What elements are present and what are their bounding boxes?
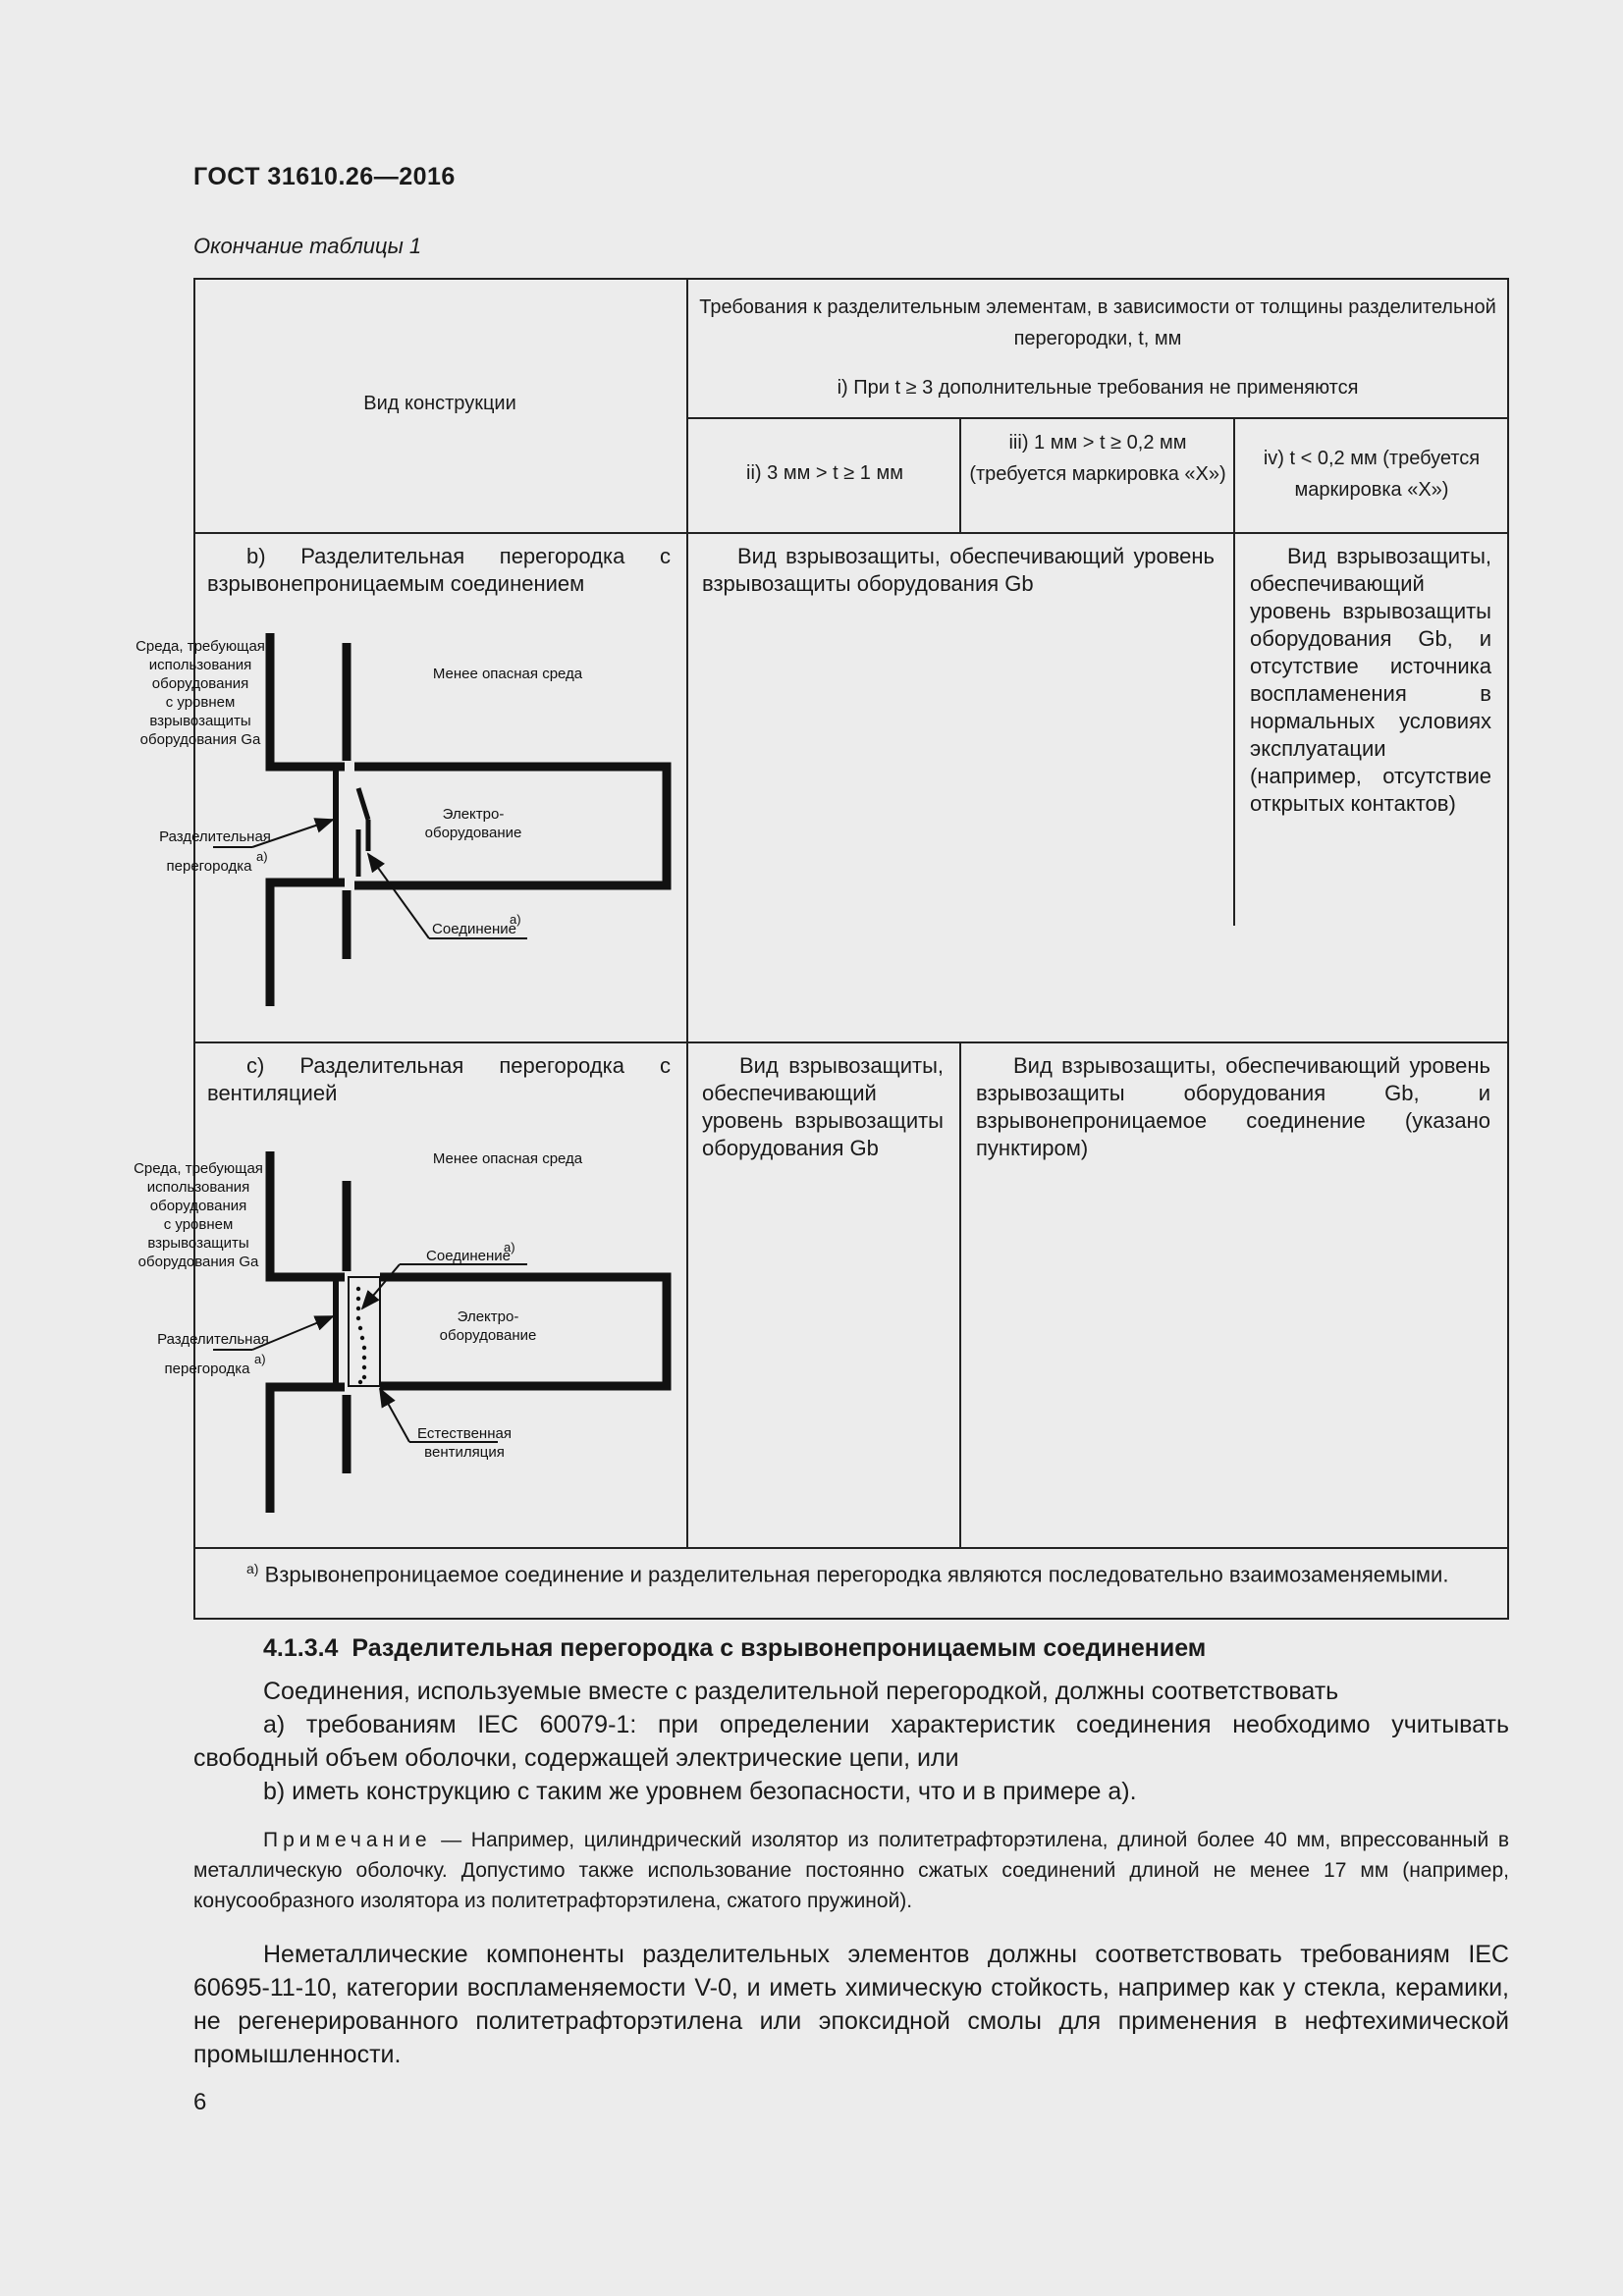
- row-c-ii-text: Вид взрывозащиты, обеспечивающий уровень взрывозащиты оборудования Gb: [702, 1053, 944, 1160]
- fig-b-partition-line1: Разделительная: [159, 828, 271, 845]
- fig-c-env-line6: оборудования Ga: [137, 1254, 259, 1270]
- fig-b-joint: Соединение: [432, 921, 516, 937]
- fig-b-env-line5: взрывозащиты: [149, 713, 251, 729]
- fig-b-less-hazardous: Менее опасная среда: [432, 666, 583, 682]
- requirement-iii: iii) 1 мм > t ≥ 0,2 мм (требуется маркировка «X»): [969, 432, 1226, 485]
- table-caption: Окончание таблицы 1: [193, 234, 422, 258]
- paragraph-nonmetallic: Неметаллические компоненты разделительных элементов должны соответствовать требованиям IEC 60695-11-10, категории воспламеняемости V-0, и иметь химическую стойкость, например как у стекла, керамики, не регенерированного политетрафторэтилена или эпоксидной смолы для применения в нефтехимической промышленности.: [193, 1941, 1509, 2068]
- fig-c-partition-line2: перегородка: [164, 1361, 250, 1377]
- requirement-ii: ii) 3 мм > t ≥ 1 мм: [746, 462, 903, 484]
- requirement-iv: iv) t < 0,2 мм (требуется маркировка «X»): [1263, 448, 1481, 501]
- fig-c-partition-line1: Разделительная: [157, 1331, 269, 1348]
- row-c-iii-iv-text: Вид взрывозащиты, обеспечивающий уровень взрывозащиты оборудования Gb, и взрывонепроницаемое соединение (указано пунктиром): [976, 1053, 1490, 1160]
- section-title: Разделительная перегородка с взрывонепроницаемым соединением: [352, 1634, 1207, 1662]
- fig-b-partition-line2: перегородка: [166, 858, 252, 875]
- fig-b-env-line2: использования: [148, 657, 252, 673]
- fig-b-equipment-line1: Электро-: [442, 806, 505, 823]
- row-c-title: c) Разделительная перегородка с вентиляцией: [207, 1053, 671, 1105]
- fig-c-less-hazardous: Менее опасная среда: [432, 1150, 583, 1167]
- fig-b-equipment-line2: оборудование: [424, 825, 522, 841]
- row-b-title: b) Разделительная перегородка с взрывонепроницаемым соединением: [207, 544, 671, 596]
- fig-c-equipment-line2: оборудование: [439, 1327, 537, 1344]
- note-paragraph: [193, 1825, 1509, 1916]
- fig-c-equipment-line1: Электро-: [457, 1308, 519, 1325]
- fig-c-env-line2: использования: [146, 1179, 250, 1196]
- note-label: Примечание: [263, 1829, 432, 1851]
- fig-b-env-line6: оборудования Ga: [139, 731, 261, 748]
- table-footnote: [207, 1555, 1495, 1588]
- section-number: 4.1.3.4: [263, 1634, 339, 1662]
- fig-c-partition-sup: a): [254, 1352, 266, 1366]
- figure-flameproof-joint: [135, 633, 675, 1026]
- fig-c-env-line4: с уровнем: [163, 1216, 234, 1233]
- paragraph-joints-intro: Соединения, используемые вместе с разделительной перегородкой, должны соответствовать: [263, 1678, 1339, 1705]
- fig-b-partition-sup: a): [256, 849, 268, 864]
- row-b-iv-text: Вид взрывозащиты, обеспечивающий уровень взрывозащиты оборудования Gb, и отсутствие источника воспламенения в нормальных условиях эксплуатации (например, отсутствие открытых контактов): [1250, 544, 1491, 816]
- footnote-text: Взрывонепроницаемое соединение и разделительная перегородка являются последовательно взаимозаменяемыми.: [264, 1562, 1449, 1587]
- fig-b-env-line4: с уровнем: [165, 694, 236, 711]
- footnote-mark: a): [246, 1561, 259, 1576]
- paragraph-item-b: b) иметь конструкцию с таким же уровнем безопасности, что и в примере a).: [263, 1778, 1137, 1805]
- fig-c-env-line5: взрывозащиты: [147, 1235, 249, 1252]
- fig-c-env-line1: Среда, требующая: [134, 1160, 263, 1177]
- figure-ventilated-partition: [134, 1142, 675, 1534]
- fig-b-joint-sup: a): [510, 912, 521, 927]
- fig-c-vent-line1: Естественная: [417, 1425, 512, 1442]
- row-b-ii-iii-text: Вид взрывозащиты, обеспечивающий уровень взрывозащиты оборудования Gb: [702, 544, 1215, 596]
- note-text: — Например, цилиндрический изолятор из политетрафторэтилена, длиной более 40 мм, впрессованный в металлическую оболочку. Допустимо также использование постоянно сжатых соединений длиной не менее 17 мм (например, конусообразного изолятора из политетрафторэтилена, сжатого пружиной).: [193, 1829, 1509, 1912]
- requirements-table: [134, 278, 1509, 1620]
- document-header: ГОСТ 31610.26—2016: [193, 163, 456, 190]
- section-heading: [263, 1634, 1206, 1663]
- column-header-construction: Вид конструкции: [363, 393, 516, 414]
- fig-c-env-line3: оборудования: [149, 1198, 247, 1214]
- column-header-requirements: Требования к разделительным элементам, в зависимости от толщины разделительной перегородки, t, мм: [699, 296, 1496, 349]
- fig-b-env-line3: оборудования: [151, 675, 249, 692]
- fig-c-joint-sup: a): [504, 1240, 515, 1255]
- requirement-i: i) При t ≥ 3 дополнительные требования не применяются: [837, 377, 1359, 399]
- fig-b-env-line1: Среда, требующая: [135, 638, 265, 655]
- page-number: 6: [193, 2089, 207, 2115]
- fig-c-vent-line2: вентиляция: [424, 1444, 505, 1461]
- paragraph-item-a: a) требованиям IEC 60079-1: при определении характеристик соединения необходимо учитывать свободный объем оболочки, содержащей электрические цепи, или: [193, 1711, 1509, 1772]
- fig-c-joint: Соединение: [426, 1248, 511, 1264]
